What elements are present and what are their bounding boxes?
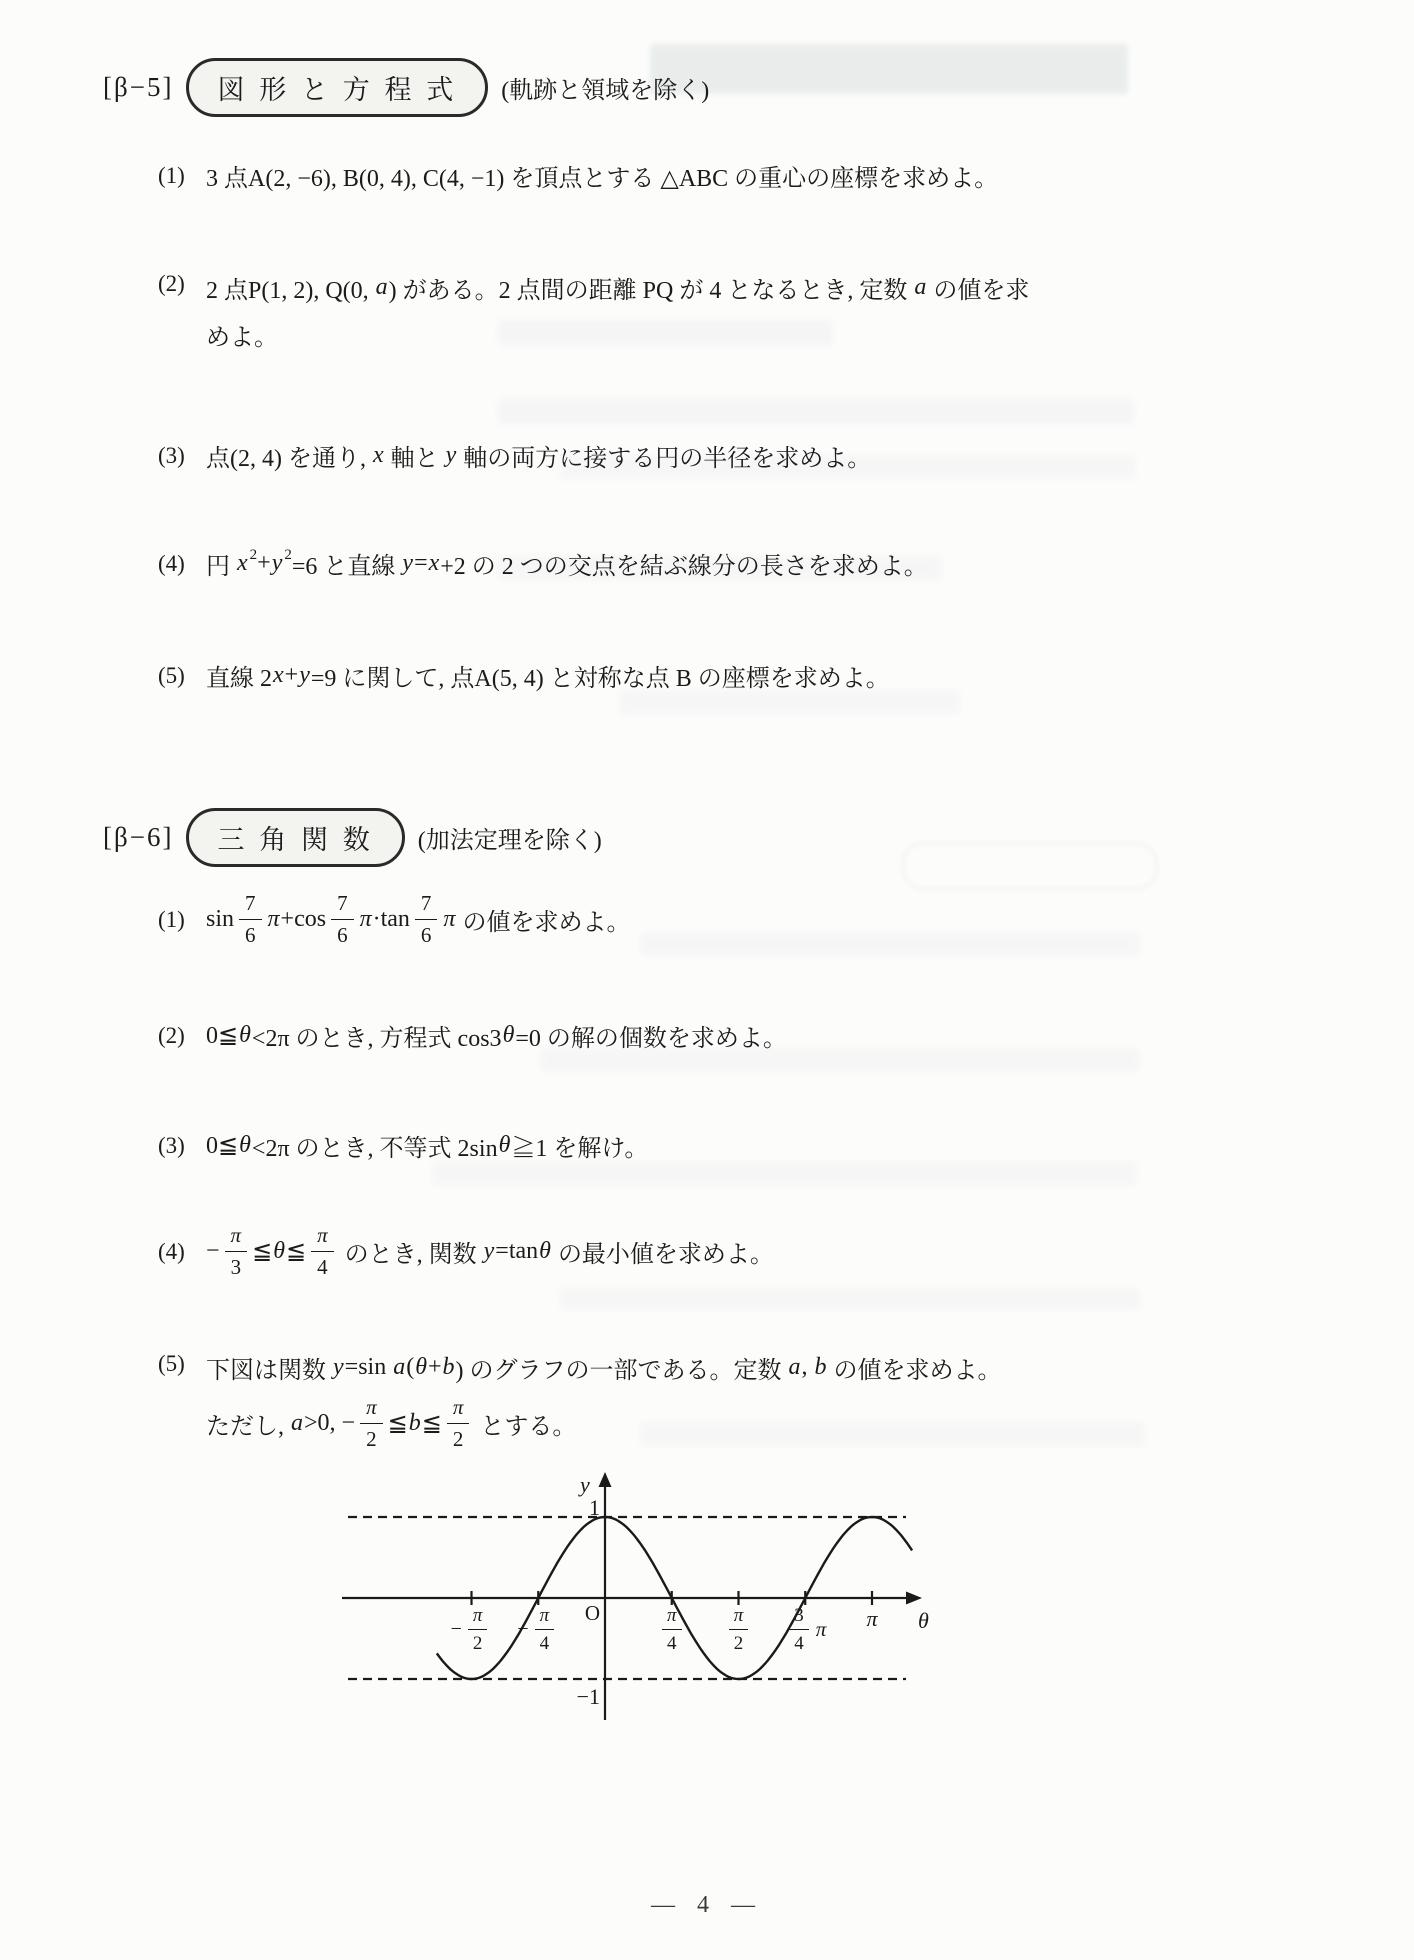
fraction-denominator: 4 xyxy=(311,1251,334,1278)
math-var: b xyxy=(814,1354,827,1380)
math-var: θ xyxy=(502,1022,515,1048)
problem-number: (4) xyxy=(158,1239,185,1264)
math-var: y xyxy=(299,662,310,688)
fraction-denominator: 2 xyxy=(447,1423,470,1450)
math-text: + xyxy=(284,662,299,688)
math-fraction xyxy=(789,1606,809,1653)
math-text: =sin xyxy=(344,1354,393,1380)
math-text: =tan xyxy=(495,1238,539,1264)
math-var: θ xyxy=(239,1132,251,1158)
fraction-denominator: 4 xyxy=(662,1629,682,1653)
math-text: − xyxy=(206,1238,220,1264)
fraction-numerator: π xyxy=(317,1223,328,1247)
problem-line xyxy=(206,1225,774,1278)
show-through-artifact xyxy=(640,932,1140,956)
problem-lines xyxy=(206,1018,787,1053)
problem-line xyxy=(206,546,928,581)
math-text: 2 点P(1, 2), Q(0, xyxy=(206,278,375,304)
problem-number: (4) xyxy=(158,551,185,576)
problem-lines xyxy=(206,270,1029,352)
tick-pi: π xyxy=(866,1606,878,1631)
tick-sign: − xyxy=(517,1618,529,1640)
show-through-artifact xyxy=(432,1162,1137,1186)
math-text: 0≦ xyxy=(206,1023,239,1049)
problem-row xyxy=(158,438,871,473)
y-axis-label: y xyxy=(580,1472,590,1497)
math-text: ≦ xyxy=(387,1411,408,1437)
fraction-numerator: π xyxy=(230,1223,242,1247)
math-text: >0, − xyxy=(304,1410,356,1436)
problem-row xyxy=(158,658,890,693)
problem-line xyxy=(206,1350,1002,1385)
fraction-denominator: 6 xyxy=(415,919,438,946)
math-var: π xyxy=(443,906,456,932)
problem-line xyxy=(206,658,890,693)
problem-line xyxy=(206,1018,787,1053)
math-var: y xyxy=(402,550,414,576)
math-var: a xyxy=(393,1354,406,1380)
problem-lines xyxy=(206,658,890,693)
fraction-numerator: π xyxy=(733,1605,744,1626)
fraction-denominator: 2 xyxy=(729,1629,749,1653)
math-text: 0≦ xyxy=(206,1133,239,1159)
section-subtitle: (加法定理を除く) xyxy=(417,828,602,854)
math-text: 軸と xyxy=(384,446,445,472)
math-fraction xyxy=(239,893,262,946)
math-text: =0 の解の個数を求めよ。 xyxy=(515,1026,787,1052)
math-fraction xyxy=(447,1397,470,1450)
problem-row xyxy=(158,1128,648,1163)
math-text: =6 と直線 xyxy=(291,554,402,580)
problem-row xyxy=(158,1225,774,1278)
x-tick-label xyxy=(827,1606,917,1632)
math-fraction xyxy=(331,893,354,946)
y-max-label: 1 xyxy=(589,1495,600,1520)
math-var: a xyxy=(291,1410,303,1436)
math-text: ≦ xyxy=(285,1239,307,1265)
fraction-numerator: 7 xyxy=(337,891,348,915)
x-axis-label: θ xyxy=(918,1608,929,1633)
fraction-denominator: 3 xyxy=(225,1251,248,1278)
math-var: a xyxy=(375,274,388,300)
math-text: 下図は関数 xyxy=(206,1358,332,1384)
problem-number: (5) xyxy=(158,1351,185,1376)
math-var: θ xyxy=(498,1132,511,1158)
problem-row xyxy=(158,1350,1002,1450)
math-var: θ xyxy=(273,1238,285,1264)
problem-number: (5) xyxy=(158,663,185,688)
section-subtitle: (軌跡と領域を除く) xyxy=(501,78,710,104)
math-text: +2 の 2 つの交点を結ぶ線分の長さを求めよ。 xyxy=(440,554,928,580)
x-axis-arrow xyxy=(906,1592,922,1605)
math-var: θ xyxy=(415,1354,427,1380)
math-fraction xyxy=(311,1225,334,1278)
problem-row xyxy=(158,546,928,581)
section-title-box: 三 角 関 数 xyxy=(186,808,404,867)
problem-number: (1) xyxy=(158,907,185,932)
math-var: π xyxy=(267,906,280,932)
math-text: <2π のとき, 不等式 2sin xyxy=(251,1136,498,1162)
section-tag: [β−5] xyxy=(103,72,174,102)
math-var: a xyxy=(788,1354,801,1380)
math-fraction xyxy=(360,1397,383,1450)
show-through-artifact xyxy=(650,44,1128,94)
math-var: x xyxy=(237,550,248,576)
section-header xyxy=(103,58,709,117)
math-text: + xyxy=(428,1354,442,1380)
y-axis-arrow xyxy=(599,1472,612,1487)
math-var: π xyxy=(359,906,372,932)
tick-pi-suffix: π xyxy=(815,1617,827,1641)
math-fraction xyxy=(468,1606,488,1653)
math-text: ≧1 を解け。 xyxy=(511,1136,649,1162)
math-fraction xyxy=(535,1606,555,1653)
math-text: ) のグラフの一部である。定数 xyxy=(455,1358,788,1384)
problem-row xyxy=(158,270,1029,352)
math-fraction xyxy=(729,1606,749,1653)
math-var: y xyxy=(483,1238,495,1264)
sine-graph xyxy=(340,1470,1000,1740)
show-through-artifact xyxy=(498,398,1134,424)
math-text: 3 点A(2, −6), B(0, 4), C(4, −1) を頂点とする △ABC の重心の座標を求めよ。 xyxy=(206,166,999,192)
problem-number: (1) xyxy=(158,163,185,188)
fraction-denominator: 2 xyxy=(468,1629,488,1653)
math-text: の値を求めよ。 xyxy=(456,910,631,936)
math-text: <2π のとき, 方程式 cos3 xyxy=(251,1026,502,1052)
problem-number: (3) xyxy=(158,1133,185,1158)
math-text: 円 xyxy=(206,554,236,580)
problem-line xyxy=(206,317,1029,352)
math-text: の値を求 xyxy=(927,278,1030,304)
math-superscript: 2 xyxy=(249,547,258,563)
problem-lines xyxy=(206,1128,648,1163)
problem-row xyxy=(158,158,998,193)
problem-lines xyxy=(206,546,928,581)
math-text: ≦ xyxy=(252,1239,273,1265)
math-text: の値を求めよ。 xyxy=(827,1358,1002,1384)
tick-sign: − xyxy=(450,1618,462,1640)
math-text: =9 に関して, 点A(5, 4) と対称な点 B の座標を求めよ。 xyxy=(310,666,890,692)
problem-lines xyxy=(206,893,630,946)
x-tick-label xyxy=(493,1606,583,1653)
math-text: = xyxy=(414,550,428,576)
problem-number: (2) xyxy=(158,271,185,296)
math-var: x xyxy=(273,662,284,688)
math-var: b xyxy=(408,1410,421,1436)
math-var: x xyxy=(372,442,384,468)
fraction-denominator: 4 xyxy=(789,1629,809,1653)
math-text: 点(2, 4) を通り, xyxy=(206,446,372,472)
fraction-denominator: 4 xyxy=(535,1629,555,1653)
math-text: ≦ xyxy=(421,1411,442,1437)
math-var: θ xyxy=(539,1238,551,1264)
fraction-numerator: 7 xyxy=(420,891,432,915)
math-fraction xyxy=(415,893,438,946)
math-text: ( xyxy=(406,1354,415,1380)
fraction-numerator: π xyxy=(539,1605,550,1626)
math-var: b xyxy=(442,1354,455,1380)
fraction-denominator: 2 xyxy=(360,1423,383,1450)
math-text: ) がある。2 点間の距離 PQ が 4 となるとき, 定数 xyxy=(388,278,914,304)
problem-lines xyxy=(206,158,998,193)
problem-lines xyxy=(206,438,871,473)
math-text: の最小値を求めよ。 xyxy=(551,1242,774,1268)
problem-line xyxy=(206,893,630,946)
fraction-numerator: 7 xyxy=(245,891,256,915)
math-text: , xyxy=(801,1354,814,1380)
section-tag: [β−6] xyxy=(103,822,174,852)
problem-line xyxy=(206,158,998,193)
show-through-artifact xyxy=(560,1288,1140,1310)
math-fraction xyxy=(662,1606,682,1653)
problem-line xyxy=(206,1128,648,1163)
problem-line xyxy=(206,438,871,473)
math-text: + xyxy=(257,550,271,576)
fraction-numerator: 3 xyxy=(794,1605,804,1626)
fraction-denominator: 6 xyxy=(331,919,354,946)
fraction-numerator: π xyxy=(472,1605,483,1626)
problem-line xyxy=(206,1397,1002,1450)
problem-number: (3) xyxy=(158,443,185,468)
section-title-box: 図 形 と 方 程 式 xyxy=(186,58,488,117)
math-var: y xyxy=(271,550,283,576)
math-text: のとき, 関数 xyxy=(338,1242,483,1268)
section-header xyxy=(103,808,602,867)
math-text: ·tan xyxy=(372,906,410,932)
math-superscript: 2 xyxy=(284,547,292,563)
fraction-numerator: π xyxy=(452,1395,464,1419)
math-text: +cos xyxy=(280,906,327,932)
problem-line xyxy=(206,270,1029,305)
origin-label: O xyxy=(584,1601,600,1625)
math-var: y xyxy=(333,1354,344,1380)
math-text: 直線 2 xyxy=(206,666,272,692)
problem-number: (2) xyxy=(158,1023,185,1048)
problem-lines xyxy=(206,1225,774,1278)
problem-lines xyxy=(206,1350,1002,1450)
problem-row xyxy=(158,1018,787,1053)
fraction-numerator: π xyxy=(366,1395,377,1419)
y-min-label: −1 xyxy=(576,1684,600,1709)
math-text: 軸の両方に接する円の半径を求めよ。 xyxy=(457,446,872,472)
problem-row xyxy=(158,893,630,946)
math-fraction xyxy=(225,1225,248,1278)
fraction-numerator: π xyxy=(666,1605,677,1626)
math-text: ただし, xyxy=(206,1414,290,1440)
math-text: めよ。 xyxy=(206,325,278,351)
math-var: a xyxy=(914,274,927,300)
page-number: — 4 — xyxy=(651,1892,763,1918)
show-through-artifact xyxy=(902,842,1158,890)
show-through-artifact xyxy=(620,690,960,714)
math-var: θ xyxy=(239,1022,251,1048)
math-var: x xyxy=(428,550,440,576)
math-var: y xyxy=(445,442,457,468)
math-text: sin xyxy=(206,906,235,932)
fraction-denominator: 6 xyxy=(239,919,262,946)
math-text: とする。 xyxy=(474,1414,577,1440)
